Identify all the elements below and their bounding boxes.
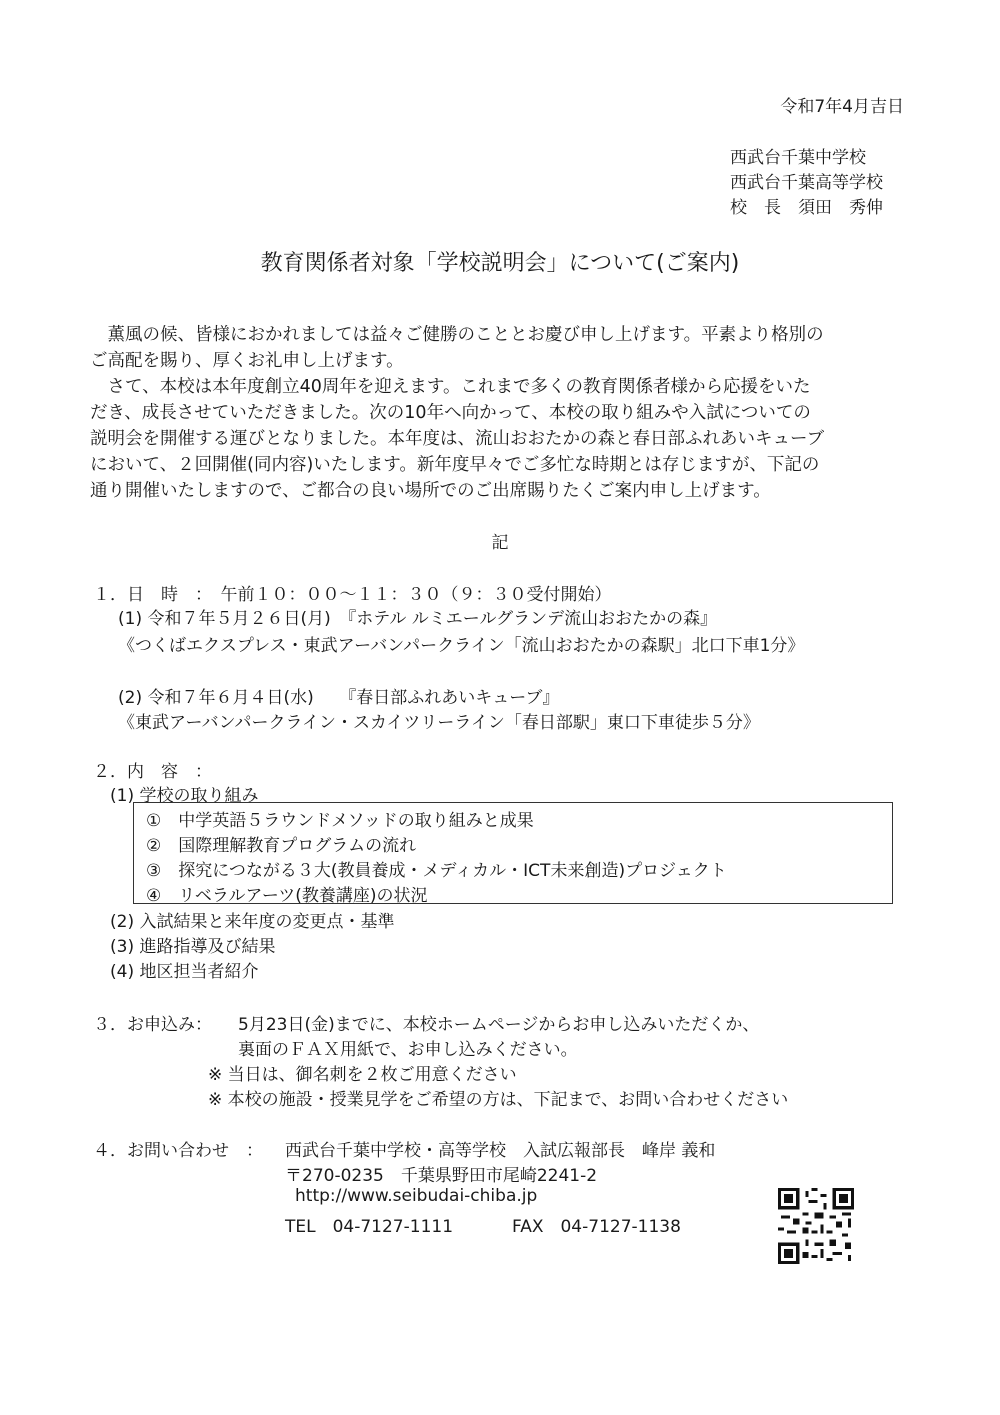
program-box	[133, 802, 893, 904]
document-date: 令和7年4月吉日	[780, 97, 904, 117]
sender-high-school: 西武台千葉高等学校	[730, 173, 883, 193]
section1-item2-access: 《東武アーバンパークライン・スカイツリーライン「春日部駅」東口下車徒歩５分》	[118, 713, 760, 733]
contact-tel: TEL 04-7127-1111	[285, 1217, 454, 1237]
section3-heading: ３．お申込み：	[93, 1015, 212, 1035]
body-line: 説明会を開催する運びとなりました。本年度は、流山おおたかの森と春日部ふれあいキューブ	[90, 429, 825, 449]
contact-address: 〒270-0235 千葉県野田市尾崎2241-2	[285, 1166, 598, 1186]
section3-line1: 5月23日(金)までに、本校ホームページからお申し込みいただくか、	[238, 1015, 760, 1035]
section1-item2: (2) 令和７年６月４日(水) 『春日部ふれあいキューブ』	[118, 688, 560, 708]
section2-heading: ２．内 容 ：	[93, 762, 212, 782]
program-item: ② 国際理解教育プログラムの流れ	[146, 836, 417, 856]
section1-heading: １．日 時 ： 午前１０：００～１１：３０（９：３０受付開始）	[93, 585, 612, 605]
body-line: 薫風の候、皆様におかれましては益々ご健勝のこととお慶び申し上げます。平素より格別の	[90, 325, 824, 345]
sender-block	[730, 146, 883, 221]
sender-principal: 校 長 須田 秀伸	[730, 198, 883, 218]
body-line: さて、本校は本年度創立40周年を迎えます。これまで多くの教育関係者様から応援をいた	[90, 377, 811, 397]
qr-code-icon[interactable]	[778, 1188, 854, 1264]
program-item: ④ リベラルアーツ(教養講座)の状況	[146, 886, 428, 906]
program-item: ① 中学英語５ラウンドメソッドの取り組みと成果	[146, 811, 534, 831]
section3-note2: ※ 本校の施設・授業見学をご希望の方は、下記まで、お問い合わせください	[208, 1090, 789, 1110]
section2-sub1: (1) 学校の取り組み	[110, 786, 259, 806]
contact-url[interactable]: http://www.seibudai-chiba.jp	[295, 1186, 538, 1206]
section3-note1: ※ 当日は、御名刺を２枚ご用意ください	[208, 1065, 517, 1085]
section2-sub3: (3) 進路指導及び結果	[110, 937, 276, 957]
ki-marker: 記	[491, 533, 509, 553]
section2-sub4: (4) 地区担当者紹介	[110, 962, 259, 982]
body-text	[90, 322, 920, 504]
body-line: において、２回開催(同内容)いたします。新年度早々でご多忙な時期とは存じますが、下記の	[90, 455, 820, 475]
program-item: ③ 探究につながる３大(教員養成・メディカル・ICT未来創造)プロジェクト	[146, 861, 727, 881]
document-title: 教育関係者対象「学校説明会」について(ご案内)	[260, 251, 740, 276]
section1-item1: (1) 令和７年５月２６日(月) 『ホテル ルミエールグランデ流山おおたかの森』	[118, 609, 718, 629]
section3-line2: 裏面のＦＡＸ用紙で、お申し込みください。	[238, 1040, 578, 1060]
contact-fax: FAX 04-7127-1138	[512, 1217, 681, 1237]
section1-item1-access: 《つくばエクスプレス・東武アーバンパークライン「流山おおたかの森駅」北口下車1分》	[118, 636, 805, 656]
sender-junior-high: 西武台千葉中学校	[730, 148, 866, 168]
body-line: だき、成長させていただきました。次の10年へ向かって、本校の取り組みや入試についての	[90, 403, 811, 423]
section2-sub2: (2) 入試結果と来年度の変更点・基準	[110, 912, 395, 932]
body-line: ご高配を賜り、厚くお礼申し上げます。	[90, 351, 404, 371]
contact-person: 西武台千葉中学校・高等学校 入試広報部長 峰岸 義和	[285, 1141, 716, 1161]
body-line: 通り開催いたしますので、ご都合の良い場所でのご出席賜りたくご案内申し上げます。	[90, 481, 771, 501]
section4-heading: ４．お問い合わせ ：	[93, 1141, 263, 1161]
